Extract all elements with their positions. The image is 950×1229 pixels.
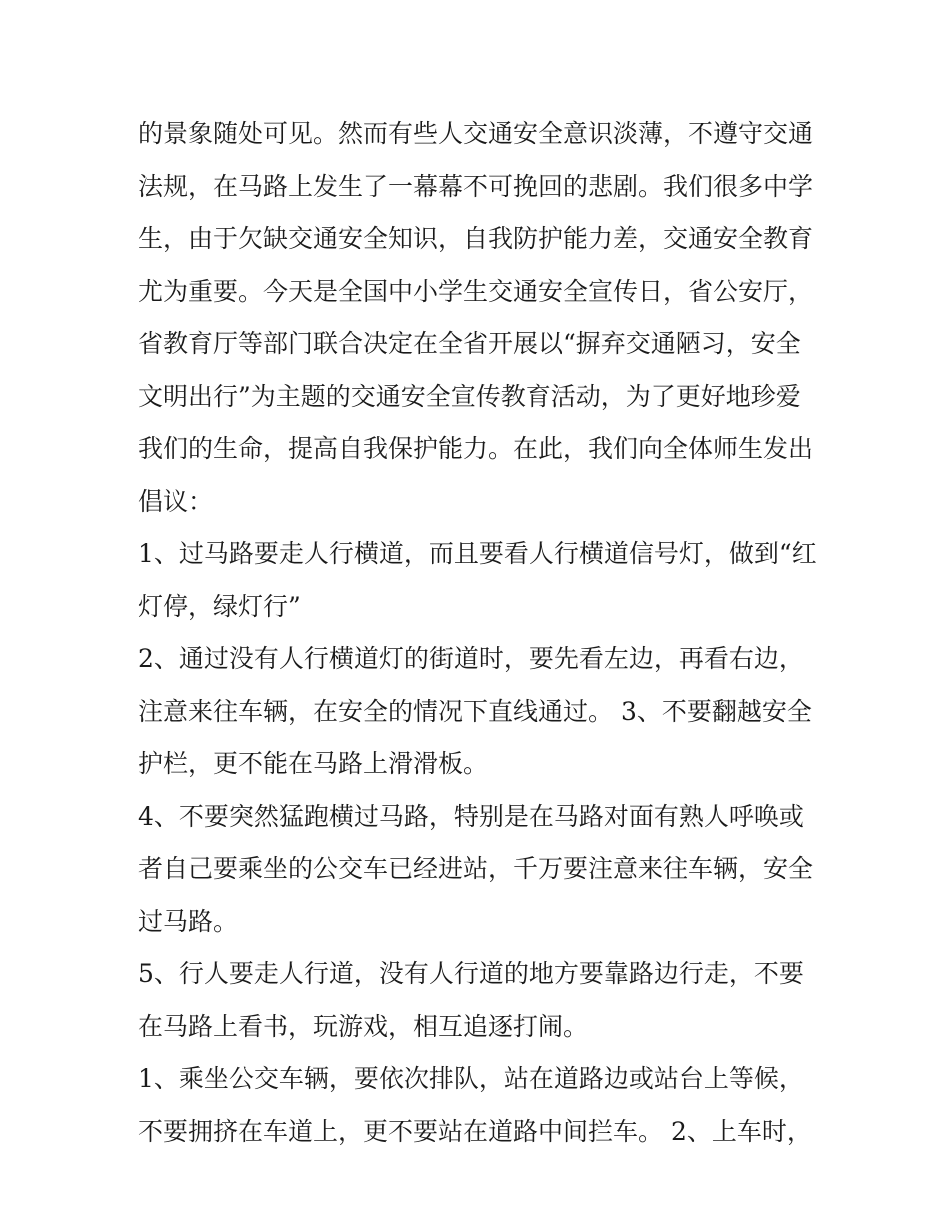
list-item-line: 在马路上看书，玩游戏，相互追逐打闹。 — [138, 1011, 589, 1041]
list-item-line: 不要拥挤在车道上，更不要站在道路中间拦车。 2、上车时， — [138, 1116, 812, 1146]
text-line: 省教育厅等部门联合决定在全省开展以“摒弃交通陋习，安全 — [138, 329, 801, 358]
list-item-line: 灯停，绿灯行” — [138, 591, 301, 621]
text-line: 的景象随处可见。然而有些人交通安全意识淡薄，不遵守交通 — [138, 119, 814, 148]
list-item-line: 4、不要突然猛跑横过马路，特别是在马路对面有熟人呼唤或 — [138, 801, 804, 831]
text-line: 生，由于欠缺交通安全知识，自我防护能力差，交通安全教育 — [138, 224, 814, 253]
list-item-line: 2、通过没有人行横道灯的街道时，要先看左边，再看右边， — [138, 644, 804, 673]
list-item-line: 1、过马路要走人行横道，而且要看人行横道信号灯，做到“红 — [138, 539, 817, 568]
list-item-line: 5、行人要走人行道，没有人行道的地方要靠路边行走，不要 — [138, 959, 804, 988]
text-line: 尤为重要。今天是全国中小学生交通安全宣传日，省公安厅， — [138, 276, 814, 306]
text-line: 倡议： — [138, 486, 214, 516]
list-item-line: 者自己要乘坐的公交车已经进站，千万要注意来往车辆，安全 — [138, 854, 814, 883]
list-item-line: 护栏，更不能在马路上滑滑板。 — [138, 749, 489, 778]
text-line: 法规，在马路上发生了一幕幕不可挽回的悲剧。我们很多中学 — [138, 171, 814, 201]
list-item-line: 过马路。 — [138, 906, 239, 936]
list-item-line: 1、乘坐公交车辆，要依次排队，站在道路边或站台上等候， — [138, 1064, 804, 1093]
document-body — [138, 108, 822, 1158]
text-line: 文明出行”为主题的交通安全宣传教育活动，为了更好地珍爱 — [138, 381, 801, 411]
text-line: 我们的生命，提高自我保护能力。在此，我们向全体师生发出 — [138, 434, 814, 463]
list-item-line: 注意来往车辆，在安全的情况下直线通过。 3、不要翻越安全 — [138, 696, 812, 726]
